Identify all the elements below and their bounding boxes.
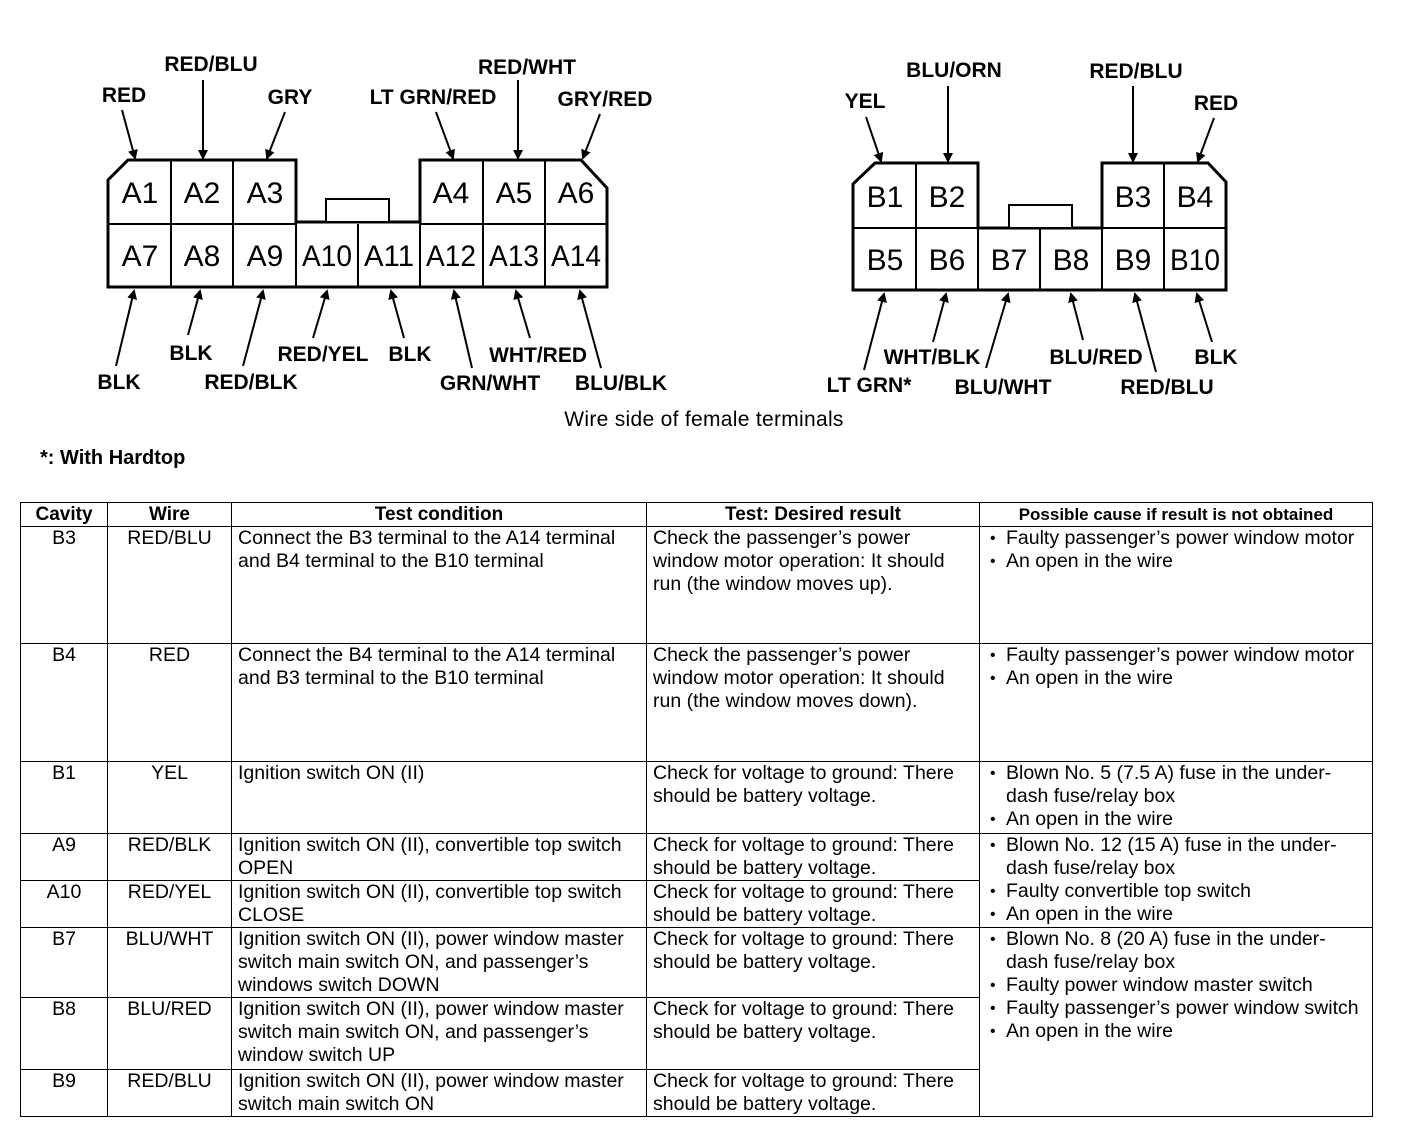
terminal-b4: B4 xyxy=(1176,181,1214,214)
wire-label-a11: BLK xyxy=(388,343,432,366)
connector-a-lock-tab xyxy=(326,199,389,222)
hardtop-footnote: *: With Hardtop xyxy=(40,447,186,469)
cavity-cell: B3 xyxy=(21,527,108,644)
wire-cell: YEL xyxy=(108,762,232,834)
leader-arrow xyxy=(391,291,404,338)
condition-cell: Connect the B4 terminal to the A14 terminal and B3 terminal to the B10 terminal xyxy=(232,644,647,762)
leader-arrow xyxy=(243,291,263,366)
terminal-b6: B6 xyxy=(928,244,966,277)
terminal-a6: A6 xyxy=(557,177,595,210)
cause-cell xyxy=(980,644,1373,762)
leader-arrow xyxy=(454,291,472,368)
terminal-b7: B7 xyxy=(990,244,1028,277)
table-row xyxy=(21,527,1373,644)
result-cell: Check for voltage to ground: There should be battery voltage. xyxy=(647,928,980,998)
terminal-b2: B2 xyxy=(928,181,966,214)
wire-label-b2: BLU/ORN xyxy=(906,59,1002,82)
cavity-cell: B4 xyxy=(21,644,108,762)
terminal-a11: A11 xyxy=(364,240,414,273)
terminal-a9: A9 xyxy=(246,240,284,273)
terminal-a3: A3 xyxy=(246,177,284,210)
wire-label-a10: RED/YEL xyxy=(277,343,369,366)
wire-cell: BLU/WHT xyxy=(108,928,232,998)
wire-label-b1: YEL xyxy=(844,90,886,113)
cavity-cell: B9 xyxy=(21,1070,108,1117)
wire-label-b3: RED/BLU xyxy=(1089,60,1183,83)
wire-label-a1: RED xyxy=(101,84,147,107)
cause-cell xyxy=(980,527,1373,644)
cause-item: • An open in the wire xyxy=(986,808,1366,831)
header-test-condition: Test condition xyxy=(232,503,647,527)
cause-cell xyxy=(980,834,1373,928)
condition-cell: Ignition switch ON (II), power window master switch main switch ON, and passenger’s windows switch DOWN xyxy=(232,928,647,998)
terminal-b8: B8 xyxy=(1052,244,1090,277)
wire-label-a14: BLU/BLK xyxy=(574,372,668,395)
cause-item: • Blown No. 8 (20 A) fuse in the under-dash fuse/relay box xyxy=(986,928,1366,974)
table-header-row xyxy=(21,503,1373,527)
wire-cell: RED/BLU xyxy=(108,527,232,644)
terminal-b10: B10 xyxy=(1170,244,1220,277)
cause-item: • An open in the wire xyxy=(986,1020,1366,1043)
wire-label-a8: BLK xyxy=(169,342,213,365)
wire-label-a5: RED/WHT xyxy=(478,56,576,79)
header-wire: Wire xyxy=(108,503,232,527)
cause-item: • Faulty convertible top switch xyxy=(986,880,1366,903)
cavity-cell: B1 xyxy=(21,762,108,834)
leader-arrow xyxy=(1071,294,1083,340)
wire-label-a3: GRY xyxy=(267,86,313,109)
cavity-cell: B8 xyxy=(21,998,108,1070)
leader-arrow xyxy=(933,294,946,342)
wire-cell: RED/BLK xyxy=(108,834,232,881)
wire-label-b5: LT GRN* xyxy=(826,374,912,397)
wire-cell: RED xyxy=(108,644,232,762)
terminal-a2: A2 xyxy=(183,177,221,210)
cause-item: • Faulty power window master switch xyxy=(986,974,1366,997)
leader-arrow xyxy=(1197,294,1212,342)
wire-label-a7: BLK xyxy=(97,371,141,394)
wire-label-a9: RED/BLK xyxy=(204,371,298,394)
condition-cell: Ignition switch ON (II), convertible top switch CLOSE xyxy=(232,881,647,928)
wire-label-b8: BLU/RED xyxy=(1049,346,1143,369)
result-cell: Check the passenger’s power window motor operation: It should run (the window moves down). xyxy=(647,644,980,762)
cause-cell xyxy=(980,762,1373,834)
cavity-cell: A9 xyxy=(21,834,108,881)
wire-label-a13: WHT/RED xyxy=(489,344,587,367)
terminal-a5: A5 xyxy=(495,177,533,210)
condition-cell: Ignition switch ON (II), power window master switch main switch ON xyxy=(232,1070,647,1117)
condition-cell: Ignition switch ON (II), power window master switch main switch ON, and passenger’s window switch UP xyxy=(232,998,647,1070)
wire-cell: RED/YEL xyxy=(108,881,232,928)
cause-item: • Faulty passenger’s power window motor xyxy=(986,644,1366,667)
terminal-a1: A1 xyxy=(121,177,159,210)
terminal-b3: B3 xyxy=(1114,181,1152,214)
header-desired-result: Test: Desired result xyxy=(647,503,980,527)
terminal-a14: A14 xyxy=(551,240,601,273)
result-cell: Check for voltage to ground: There should be battery voltage. xyxy=(647,998,980,1070)
leader-arrow xyxy=(436,112,453,158)
cause-item: • Faulty passenger’s power window motor xyxy=(986,527,1366,550)
cause-cell xyxy=(980,928,1373,1117)
leader-arrow xyxy=(313,291,327,338)
table-row xyxy=(21,762,1373,834)
header-possible-cause: Possible cause if result is not obtained xyxy=(980,503,1373,527)
cause-item: • An open in the wire xyxy=(986,667,1366,690)
connector-b-lock-tab xyxy=(1009,205,1072,228)
cause-item: • An open in the wire xyxy=(986,550,1366,573)
wire-label-a6: GRY/RED xyxy=(557,88,653,111)
terminal-a7: A7 xyxy=(121,240,159,273)
result-cell: Check for voltage to ground: There should be battery voltage. xyxy=(647,834,980,881)
wire-label-b6: WHT/BLK xyxy=(883,346,981,369)
result-cell: Check the passenger’s power window motor operation: It should run (the window moves up). xyxy=(647,527,980,644)
table-row xyxy=(21,834,1373,881)
test-table xyxy=(20,502,1373,1117)
leader-arrow xyxy=(583,114,600,158)
wire-label-a4: LT GRN/RED xyxy=(369,86,497,109)
condition-cell: Ignition switch ON (II), convertible top switch OPEN xyxy=(232,834,647,881)
wire-label-a12: GRN/WHT xyxy=(439,372,541,395)
cause-item: • Faulty passenger’s power window switch xyxy=(986,997,1366,1020)
terminal-b5: B5 xyxy=(866,244,904,277)
leader-arrow xyxy=(188,291,200,335)
cavity-cell: B7 xyxy=(21,928,108,998)
wire-cell: BLU/RED xyxy=(108,998,232,1070)
cavity-cell: A10 xyxy=(21,881,108,928)
cause-item: • Blown No. 5 (7.5 A) fuse in the under-dash fuse/relay box xyxy=(986,762,1366,808)
leader-arrow xyxy=(986,294,1008,368)
cause-item: • Blown No. 12 (15 A) fuse in the under-dash fuse/relay box xyxy=(986,834,1366,880)
terminal-a8: A8 xyxy=(183,240,221,273)
connector-diagram xyxy=(0,0,1408,440)
leader-arrow xyxy=(866,117,881,161)
table-row xyxy=(21,928,1373,998)
header-cavity: Cavity xyxy=(21,503,108,527)
leader-arrow xyxy=(1198,118,1214,161)
leader-arrow xyxy=(267,112,285,158)
terminal-b1: B1 xyxy=(866,181,904,214)
terminal-a12: A12 xyxy=(426,240,476,273)
terminal-a4: A4 xyxy=(432,177,470,210)
wire-label-b7: BLU/WHT xyxy=(954,376,1052,399)
wire-label-b10: BLK xyxy=(1194,346,1238,369)
condition-cell: Connect the B3 terminal to the A14 terminal and B4 terminal to the B10 terminal xyxy=(232,527,647,644)
result-cell: Check for voltage to ground: There should be battery voltage. xyxy=(647,1070,980,1117)
leader-arrow xyxy=(864,294,884,370)
wire-cell: RED/BLU xyxy=(108,1070,232,1117)
diagram-caption: Wire side of female terminals xyxy=(564,408,844,431)
result-cell: Check for voltage to ground: There should be battery voltage. xyxy=(647,762,980,834)
terminal-b9: B9 xyxy=(1114,244,1152,277)
leader-arrow xyxy=(122,110,135,158)
leader-arrow xyxy=(516,291,530,338)
terminal-a10: A10 xyxy=(302,240,352,273)
terminal-a13: A13 xyxy=(489,240,539,273)
condition-cell: Ignition switch ON (II) xyxy=(232,762,647,834)
wire-label-b9: RED/BLU xyxy=(1120,376,1214,399)
result-cell: Check for voltage to ground: There should be battery voltage. xyxy=(647,881,980,928)
table-row xyxy=(21,644,1373,762)
wire-label-a2: RED/BLU xyxy=(164,53,258,76)
cause-item: • An open in the wire xyxy=(986,903,1366,926)
leader-arrow xyxy=(116,291,134,366)
wire-label-b4: RED xyxy=(1193,92,1239,115)
